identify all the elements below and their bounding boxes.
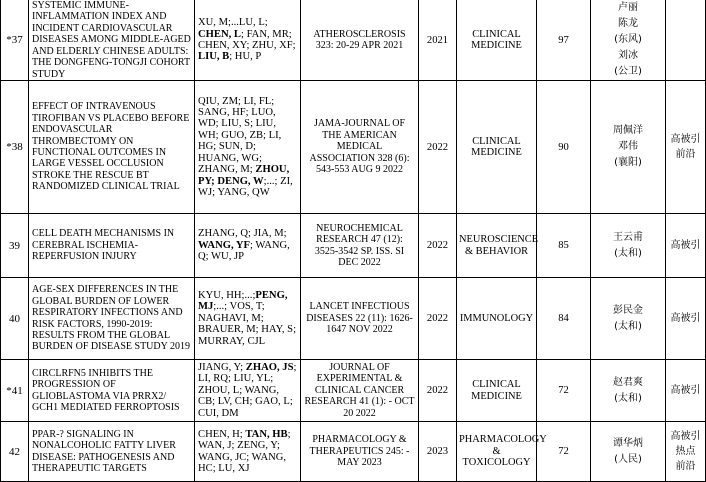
tag-label: 高被引 xyxy=(670,313,701,324)
paper-score: 97 xyxy=(537,0,591,81)
tag-label: 前沿 xyxy=(675,461,696,472)
author-text: CHEN, H; xyxy=(198,428,246,440)
affiliation-line: (人民) xyxy=(614,453,642,465)
paper-year: 2021 xyxy=(419,0,457,81)
paper-authors xyxy=(195,422,301,482)
paper-score: 72 xyxy=(537,360,591,422)
paper-year: 2022 xyxy=(419,81,457,214)
tag-label: 高被引 xyxy=(670,240,701,251)
paper-score: 72 xyxy=(537,422,591,482)
paper-source: JAMA-JOURNAL OF THE AMERICAN MEDICAL ASSOCIATION 328 (6): 543-553 AUG 9 2022 xyxy=(301,81,419,214)
author-text: ; LI, RQ; LIU, YL; ZHOU, L; WANG, CB; LV, CH; GAO, L; CUI, DM xyxy=(198,361,297,419)
row-number: *37 xyxy=(1,0,29,81)
paper-affiliation xyxy=(591,214,666,278)
paper-affiliation xyxy=(591,422,666,482)
paper-affiliation xyxy=(591,0,666,81)
paper-title: EFFECT OF INTRAVENOUS TIROFIBAN VS PLACEBO BEFORE ENDOVASCULAR THROMBECTOMY ON FUNCTIONAL OUTCOMES IN LARGE VESSEL OCCLUSION STROKE THE RESCUE BT RANDOMIZED CLINICAL TRIAL xyxy=(29,81,195,214)
paper-year: 2022 xyxy=(419,214,457,278)
table-row xyxy=(1,214,706,278)
author-text: KYU, HH;...; xyxy=(198,289,256,301)
author-text: QIU, ZM; LI, FL; SANG, HF; LUO, WD; LIU, S; LIU, WH; GUO, ZB; LI, HG; SUN, D; HUANG, WG; ZHANG, M; xyxy=(198,95,282,176)
highlighted-author: LIU, B xyxy=(198,51,230,63)
row-number: *41 xyxy=(1,360,29,422)
highlighted-author: ZHOU, PY; DENG, W xyxy=(198,164,290,187)
author-text: ; WANG, Q; WU, JP xyxy=(198,239,290,263)
affiliation-line: 卢丽 xyxy=(618,2,638,13)
affiliation-line: 赵君爽 xyxy=(613,376,643,388)
table-row xyxy=(1,0,706,81)
author-text: ; FAN, MR; CHEN, XY; ZHU, XF; xyxy=(198,28,296,51)
paper-category: CLINICAL MEDICINE xyxy=(457,81,537,214)
paper-tags xyxy=(666,278,706,360)
paper-authors xyxy=(195,81,301,214)
affiliation-line: (太和) xyxy=(614,392,642,404)
author-text: ;...; ZI, WJ; YANG, QW xyxy=(198,175,293,198)
highlighted-author: CHEN, L xyxy=(198,28,241,40)
table-row xyxy=(1,278,706,360)
paper-title: AGE-SEX DIFFERENCES IN THE GLOBAL BURDEN OF LOWER RESPIRATORY INFECTIONS AND RISK FACTORS, 1990-2019: RESULTS FROM THE GLOBAL BURDEN OF DISEASE STUDY 2019 xyxy=(29,278,195,360)
paper-tags xyxy=(666,214,706,278)
paper-year: 2022 xyxy=(419,360,457,422)
row-number: 42 xyxy=(1,422,29,482)
paper-authors xyxy=(195,214,301,278)
paper-source: PHARMACOLOGY & THERAPEUTICS 245: - MAY 2023 xyxy=(301,422,419,482)
paper-source: ATHEROSCLEROSIS 323: 20-29 APR 2021 xyxy=(301,0,419,81)
author-text: ; WAN, J; ZENG, Y; WANG, JC; WANG, HC; LU, XJ xyxy=(198,428,291,474)
paper-category: CLINICAL MEDICINE xyxy=(457,360,537,422)
paper-tags xyxy=(666,81,706,214)
table-body xyxy=(1,0,706,482)
tag-label: 高被引 xyxy=(670,431,701,442)
paper-title: CIRCLRFN5 INHIBITS THE PROGRESSION OF GLIOBLASTOMA VIA PRRX2/ GCH1 MEDIATED FERROPTOSIS xyxy=(29,360,195,422)
affiliation-line: 彭民金 xyxy=(613,304,643,316)
paper-year: 2023 xyxy=(419,422,457,482)
highlighted-author: ZHAO, JS xyxy=(245,361,294,373)
author-text: XU, M;...LU, L; xyxy=(198,17,268,29)
tag-label: 高被引 xyxy=(670,134,701,145)
paper-score: 85 xyxy=(537,214,591,278)
paper-source: LANCET INFECTIOUS DISEASES 22 (11): 1626-1647 NOV 2022 xyxy=(301,278,419,360)
author-text: JIANG, Y; xyxy=(198,361,246,373)
affiliation-line: 周佩洋 xyxy=(613,125,643,136)
affiliation-line: (东风) xyxy=(614,34,642,45)
affiliation-line: (太和) xyxy=(614,320,642,332)
paper-tags xyxy=(666,360,706,422)
table-row xyxy=(1,422,706,482)
paper-category: CLINICAL MEDICINE xyxy=(457,0,537,81)
row-number: *38 xyxy=(1,81,29,214)
highlighted-author: WANG, YF xyxy=(198,239,250,251)
affiliation-line: 谭华炳 xyxy=(613,437,643,449)
paper-affiliation xyxy=(591,278,666,360)
paper-title: CELL DEATH MECHANISMS IN CEREBRAL ISCHEMIA-REPERFUSION INJURY xyxy=(29,214,195,278)
author-text: ;...; VOS, T; NAGHAVI, M; BRAUER, M; HAY, S; MURRAY, CJL xyxy=(198,301,297,347)
paper-source: NEUROCHEMICAL RESEARCH 47 (12): 3525-3542 SP. ISS. SI DEC 2022 xyxy=(301,214,419,278)
paper-tags xyxy=(666,422,706,482)
paper-affiliation xyxy=(591,360,666,422)
paper-category: NEUROSCIENCE & BEHAVIOR xyxy=(457,214,537,278)
paper-tags xyxy=(666,0,706,81)
paper-authors xyxy=(195,0,301,81)
paper-affiliation xyxy=(591,81,666,214)
paper-authors xyxy=(195,360,301,422)
paper-title: SYSTEMIC IMMUNE-INFLAMMATION INDEX AND INCIDENT CARDIOVASCULAR DISEASES AMONG MIDDLE-AGED AND ELDERLY CHINESE ADULTS: THE DONGFENG-TONGJI COHORT STUDY xyxy=(29,0,195,81)
paper-authors xyxy=(195,278,301,360)
paper-category: PHARMACOLOGY & TOXICOLOGY xyxy=(457,422,537,482)
row-number: 40 xyxy=(1,278,29,360)
table-row xyxy=(1,360,706,422)
tag-label: 前沿 xyxy=(675,149,696,160)
tag-label: 高被引 xyxy=(670,385,701,396)
affiliation-line: (太和) xyxy=(614,247,642,259)
affiliation-line: 陈龙 xyxy=(618,18,638,29)
affiliation-line: (襄阳) xyxy=(614,157,642,168)
author-text: ; HU, P xyxy=(229,51,262,63)
affiliation-line: (公卫) xyxy=(614,66,642,77)
paper-score: 84 xyxy=(537,278,591,360)
tag-label: 热点 xyxy=(675,446,696,457)
affiliation-line: 王云甫 xyxy=(613,231,643,243)
paper-year: 2022 xyxy=(419,278,457,360)
highlighted-author: TAN, HB xyxy=(245,428,288,440)
author-text: ZHANG, Q; JIA, M; xyxy=(198,228,287,240)
affiliation-line: 刘冰 xyxy=(618,50,638,61)
paper-source: JOURNAL OF EXPERIMENTAL & CLINICAL CANCER RESEARCH 41 (1): - OCT 20 2022 xyxy=(301,360,419,422)
row-number: 39 xyxy=(1,214,29,278)
paper-category: IMMUNOLOGY xyxy=(457,278,537,360)
highlighted-author: PENG, MJ xyxy=(198,289,288,313)
table-row xyxy=(1,81,706,214)
paper-title: PPAR-? SIGNALING IN NONALCOHOLIC FATTY LIVER DISEASE: PATHOGENESIS AND THERAPEUTIC TARGETS xyxy=(29,422,195,482)
affiliation-line: 邓伟 xyxy=(618,141,638,152)
paper-score: 90 xyxy=(537,81,591,214)
